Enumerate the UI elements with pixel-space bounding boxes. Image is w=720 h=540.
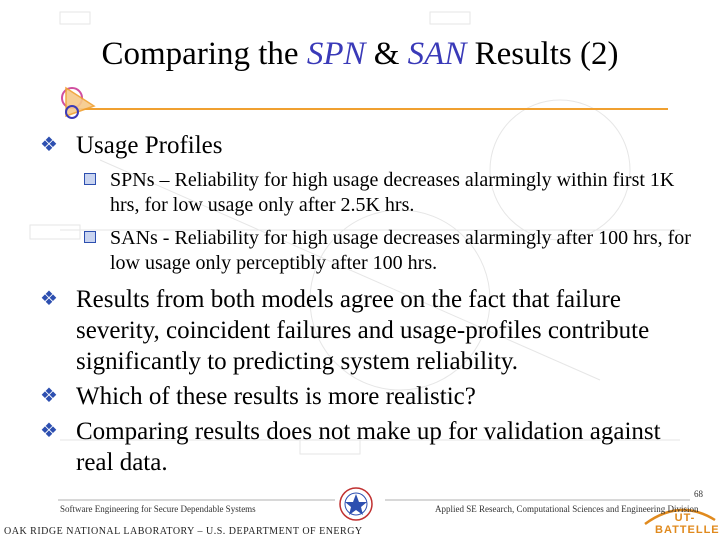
subbullet-sans: SANs - Reliability for high usage decreases alarmingly after 100 hrs, for low usage only perceptibly after 100 hrs. (84, 226, 704, 276)
diamond-bullet-icon: ❖ (40, 134, 58, 156)
diamond-bullet-icon: ❖ (40, 385, 58, 407)
footer-right-text: Applied SE Research, Computational Sciences and Engineering Division (435, 504, 699, 514)
slide-title: Comparing the SPN & SAN Results (2) (101, 36, 619, 72)
footer-left-text: Software Engineering for Secure Dependable Systems (60, 504, 256, 514)
bullet-usage-profiles: ❖ Usage Profiles (40, 132, 223, 159)
page-number: 68 (694, 489, 703, 499)
subbullet-spns: SPNs – Reliability for high usage decreases alarmingly within first 1K hrs, for low usage only after 2.5K hrs. (84, 168, 704, 218)
ut-battelle-logo: UT-BATTELLE (655, 512, 720, 536)
bullet-results-agree: ❖ Results from both models agree on the fact that failure severity, coincident failures and usage-profiles contribute significantly to predicting system reliability. (40, 286, 650, 375)
diamond-bullet-icon: ❖ (40, 288, 58, 310)
bullet-validation: ❖ Comparing results does not make up for validation against real data. (40, 418, 661, 476)
title-spn: SPN (306, 36, 366, 72)
diamond-bullet-icon: ❖ (40, 420, 58, 442)
bullet-realistic: ❖ Which of these results is more realistic? (40, 383, 476, 410)
lab-name: OAK RIDGE NATIONAL LABORATORY – U.S. DEPARTMENT OF ENERGY (4, 526, 363, 537)
title-san: SAN (407, 36, 467, 72)
